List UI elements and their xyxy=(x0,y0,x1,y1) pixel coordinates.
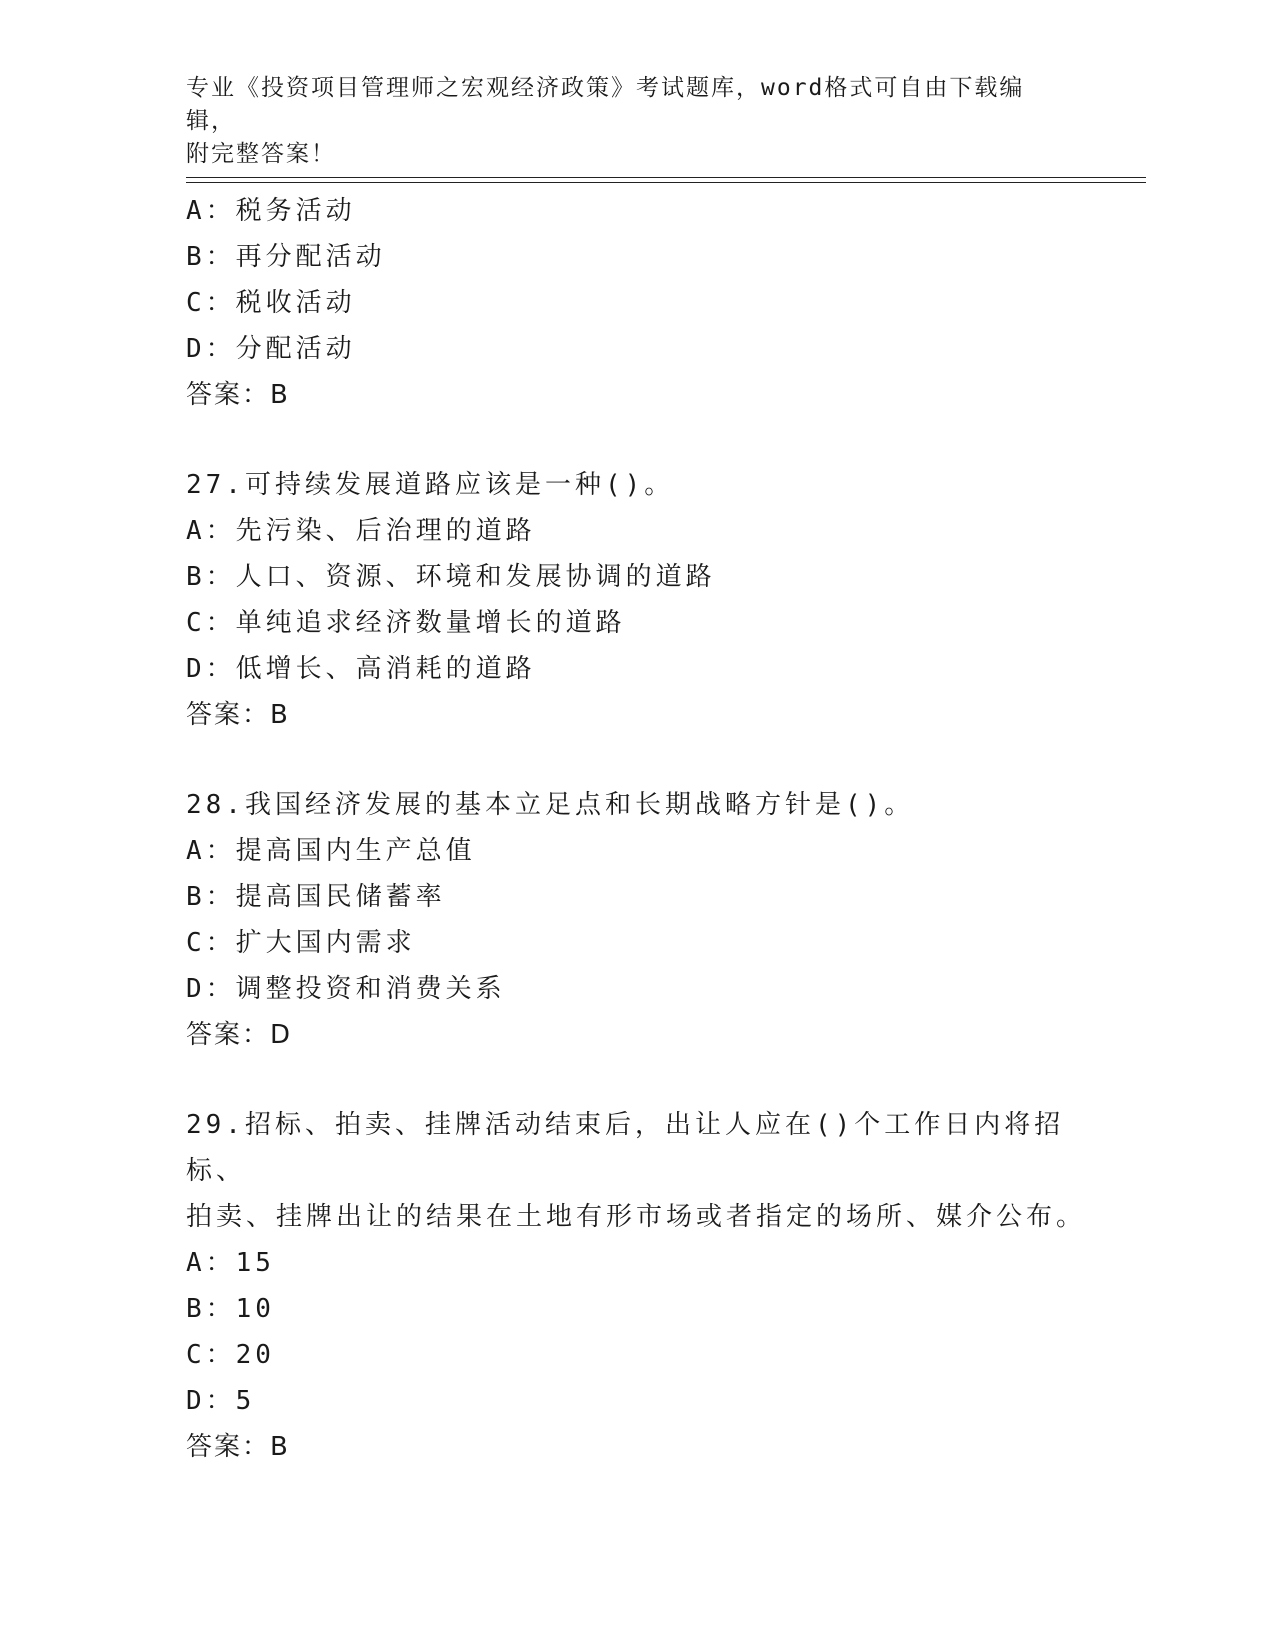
answer: 答案：B xyxy=(186,700,290,730)
option-d: D：5 xyxy=(186,1386,256,1416)
option-c: C：20 xyxy=(186,1340,275,1370)
option-c: C：扩大国内需求 xyxy=(186,928,416,958)
question-stem-line-2: 拍卖、挂牌出让的结果在土地有形市场或者指定的场所、媒介公布。 xyxy=(186,1202,1087,1232)
header-divider-top xyxy=(186,177,1146,178)
question-28 xyxy=(186,782,1106,1058)
option-c: C：税收活动 xyxy=(186,288,356,318)
option-b: B：提高国民储蓄率 xyxy=(186,882,446,912)
option-c: C：单纯追求经济数量增长的道路 xyxy=(186,608,626,638)
option-b: B：人口、资源、环境和发展协调的道路 xyxy=(186,562,716,592)
option-d: D：分配活动 xyxy=(186,334,356,364)
header-divider-bottom xyxy=(186,182,1146,183)
option-b: B：10 xyxy=(186,1294,275,1324)
question-stem-line-1: 29.招标、拍卖、挂牌活动结束后，出让人应在()个工作日内将招标、 xyxy=(186,1110,1065,1186)
answer: 答案：B xyxy=(186,1432,290,1462)
answer: 答案：B xyxy=(186,380,290,410)
option-d: D：调整投资和消费关系 xyxy=(186,974,506,1004)
option-a: A：税务活动 xyxy=(186,196,356,226)
header-line-2: 附完整答案！ xyxy=(186,141,336,167)
question-stem: 27.可持续发展道路应该是一种()。 xyxy=(186,470,675,500)
question-stem: 28.我国经济发展的基本立足点和长期战略方针是()。 xyxy=(186,790,915,820)
question-29 xyxy=(186,1102,1106,1470)
option-d: D：低增长、高消耗的道路 xyxy=(186,654,536,684)
option-a: A：15 xyxy=(186,1248,275,1278)
question-27 xyxy=(186,462,1106,738)
document-header xyxy=(186,72,1066,171)
question-list xyxy=(186,188,1106,1470)
option-a: A：提高国内生产总值 xyxy=(186,836,476,866)
answer: 答案：D xyxy=(186,1020,293,1050)
option-a: A：先污染、后治理的道路 xyxy=(186,516,536,546)
header-line-1: 专业《投资项目管理师之宏观经济政策》考试题库，word格式可自由下载编辑， xyxy=(186,75,1025,134)
option-b: B：再分配活动 xyxy=(186,242,386,272)
question-26-partial xyxy=(186,188,1106,418)
